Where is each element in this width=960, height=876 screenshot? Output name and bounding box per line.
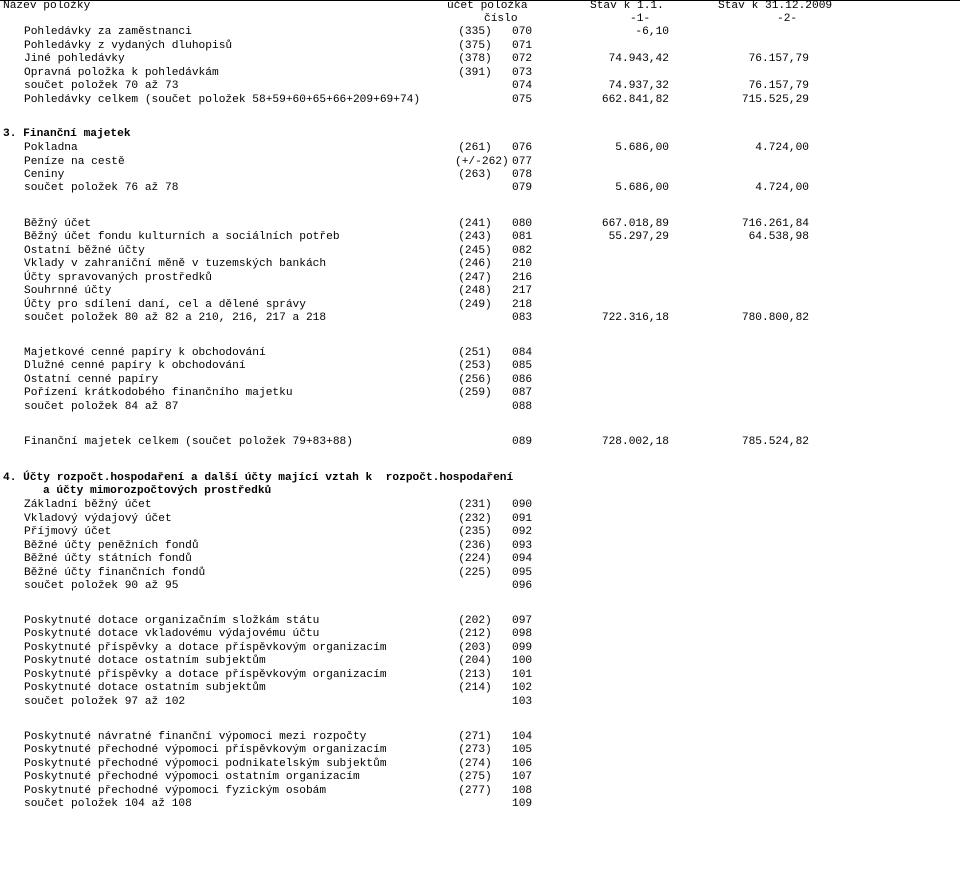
table-row <box>0 360 960 373</box>
row-number: 073 <box>512 67 533 79</box>
row-number: 087 <box>512 387 533 399</box>
table-row <box>0 628 960 641</box>
table-row <box>0 299 960 312</box>
row-number: 098 <box>512 628 533 640</box>
header-ucet: účet položka <box>447 0 528 12</box>
row-number: 072 <box>512 53 533 65</box>
header-stav2: Stav k 31.12.2009 <box>718 0 833 12</box>
row-account: (271) <box>458 731 492 743</box>
row-account: (275) <box>458 771 492 783</box>
row-label: součet položek 104 až 108 <box>24 798 192 810</box>
row-label: Vkladový výdajový účet <box>24 513 172 525</box>
row-number: 076 <box>512 142 533 154</box>
row-value-1: 662.841,82 <box>601 94 669 106</box>
row-account: (235) <box>458 526 492 538</box>
row-label: Příjmový účet <box>24 526 112 538</box>
table-row <box>0 615 960 628</box>
header-cislo: číslo <box>484 13 518 25</box>
table-row <box>0 758 960 771</box>
table-row <box>0 312 960 325</box>
column-header-2 <box>0 13 960 26</box>
table-row <box>0 258 960 271</box>
row-number: 079 <box>512 182 533 194</box>
row-label: součet položek 70 až 73 <box>24 80 179 92</box>
table-row <box>0 540 960 553</box>
row-number: 217 <box>512 285 533 297</box>
row-account: (277) <box>458 785 492 797</box>
row-account: (213) <box>458 669 492 681</box>
row-number: 086 <box>512 374 533 386</box>
row-number: 097 <box>512 615 533 627</box>
row-number: 100 <box>512 655 533 667</box>
table-row <box>0 499 960 512</box>
table-row <box>0 436 960 449</box>
row-label: Poskytnuté příspěvky a dotace příspěvkovým organizacím <box>24 642 387 654</box>
row-label: součet položek 97 až 102 <box>24 696 186 708</box>
table-row <box>0 374 960 387</box>
row-label: Poskytnuté návratné finanční výpomoci mezi rozpočty <box>24 731 367 743</box>
row-number: 074 <box>512 80 533 92</box>
row-value-2: 715.525,29 <box>741 94 809 106</box>
row-value-2: 785.524,82 <box>741 436 809 448</box>
row-value-1: 74.937,32 <box>608 80 669 92</box>
row-value-1: 728.002,18 <box>601 436 669 448</box>
row-account: (204) <box>458 655 492 667</box>
row-label: Poskytnuté přechodné výpomoci fyzickým osobám <box>24 785 327 797</box>
row-number: 102 <box>512 682 533 694</box>
row-number: 216 <box>512 272 533 284</box>
row-label: Poskytnuté přechodné výpomoci příspěvkovým organizacím <box>24 744 387 756</box>
table-row <box>0 513 960 526</box>
row-number: 210 <box>512 258 533 270</box>
section-heading-cont: a účty mimorozpočtových prostředků <box>43 485 272 497</box>
row-label: součet položek 80 až 82 a 210, 216, 217 a 218 <box>24 312 327 324</box>
row-label: Základní běžný účet <box>24 499 152 511</box>
table-row <box>0 218 960 231</box>
table-row <box>0 526 960 539</box>
row-value-1: 5.686,00 <box>615 142 669 154</box>
row-label: Ceniny <box>24 169 65 181</box>
table-row <box>0 231 960 244</box>
row-number: 078 <box>512 169 533 181</box>
row-label: Běžný účet fondu kulturních a sociálních potřeb <box>24 231 340 243</box>
row-account: (245) <box>458 245 492 257</box>
table-row <box>0 580 960 593</box>
row-number: 092 <box>512 526 533 538</box>
row-account: (224) <box>458 553 492 565</box>
row-label: Opravná položka k pohledávkám <box>24 67 219 79</box>
row-number: 107 <box>512 771 533 783</box>
section-title-3 <box>0 128 960 141</box>
row-number: 082 <box>512 245 533 257</box>
row-value-2: 76.157,79 <box>748 80 809 92</box>
row-label: součet položek 90 až 95 <box>24 580 179 592</box>
row-label: Peníze na cestě <box>24 156 125 168</box>
row-account: (263) <box>458 169 492 181</box>
section-heading: 4. Účty rozpočt.hospodaření a další účty mající vztah k rozpočt.hospodaření <box>3 472 514 484</box>
row-account: (248) <box>458 285 492 297</box>
row-label: Pořízení krátkodobého finančního majetku <box>24 387 293 399</box>
row-label: Poskytnuté dotace organizačním složkám státu <box>24 615 320 627</box>
table-row <box>0 245 960 258</box>
table-row <box>0 347 960 360</box>
table-row <box>0 553 960 566</box>
row-number: 095 <box>512 567 533 579</box>
row-label: Dlužné cenné papíry k obchodování <box>24 360 246 372</box>
row-number: 218 <box>512 299 533 311</box>
row-number: 090 <box>512 499 533 511</box>
row-account: (259) <box>458 387 492 399</box>
row-label: Vklady v zahraniční měně v tuzemských bankách <box>24 258 327 270</box>
row-account: (231) <box>458 499 492 511</box>
row-label: Finanční majetek celkem (součet položek 79+83+88) <box>24 436 353 448</box>
table-row <box>0 26 960 39</box>
row-value-2: 716.261,84 <box>741 218 809 230</box>
row-number: 088 <box>512 401 533 413</box>
table-row <box>0 182 960 195</box>
row-number: 081 <box>512 231 533 243</box>
row-label: Poskytnuté dotace ostatním subjektům <box>24 655 266 667</box>
row-number: 071 <box>512 40 533 52</box>
row-label: Běžné účty peněžních fondů <box>24 540 199 552</box>
row-number: 101 <box>512 669 533 681</box>
table-row <box>0 67 960 80</box>
row-account: (246) <box>458 258 492 270</box>
table-row <box>0 744 960 757</box>
row-value-1: 5.686,00 <box>615 182 669 194</box>
header-col2: -2- <box>777 13 798 25</box>
row-value-2: 4.724,00 <box>755 182 809 194</box>
row-account: (247) <box>458 272 492 284</box>
row-account: (+/-262) <box>455 156 509 168</box>
row-account: (391) <box>458 67 492 79</box>
row-label: Účty pro sdílení daní, cel a dělené správy <box>24 299 306 311</box>
table-row <box>0 169 960 182</box>
table-row <box>0 655 960 668</box>
table-row <box>0 771 960 784</box>
table-row <box>0 387 960 400</box>
header-name: Název položky <box>3 0 91 12</box>
row-account: (274) <box>458 758 492 770</box>
row-label: Majetkové cenné papíry k obchodování <box>24 347 266 359</box>
row-number: 075 <box>512 94 533 106</box>
row-label: Poskytnuté dotace ostatním subjektům <box>24 682 266 694</box>
row-account: (249) <box>458 299 492 311</box>
row-account: (236) <box>458 540 492 552</box>
table-row <box>0 142 960 155</box>
table-row <box>0 682 960 695</box>
row-account: (203) <box>458 642 492 654</box>
row-number: 083 <box>512 312 533 324</box>
row-number: 105 <box>512 744 533 756</box>
row-label: Poskytnuté dotace vkladovému výdajovému účtu <box>24 628 320 640</box>
row-account: (212) <box>458 628 492 640</box>
table-row <box>0 272 960 285</box>
row-value-1: 667.018,89 <box>601 218 669 230</box>
table-row <box>0 40 960 53</box>
row-value-2: 64.538,98 <box>748 231 809 243</box>
table-row <box>0 731 960 744</box>
row-number: 080 <box>512 218 533 230</box>
row-account: (253) <box>458 360 492 372</box>
row-account: (261) <box>458 142 492 154</box>
row-label: Poskytnuté přechodné výpomoci ostatním organizacím <box>24 771 360 783</box>
row-label: Běžný účet <box>24 218 92 230</box>
table-row <box>0 669 960 682</box>
row-number: 089 <box>512 436 533 448</box>
header-stav1: Stav k 1.1. <box>590 0 664 12</box>
column-header <box>0 0 960 13</box>
row-label: Pohledávky za zaměstnanci <box>24 26 192 38</box>
section-title-4-cont <box>0 485 960 498</box>
row-value-1: -6,10 <box>635 26 669 38</box>
row-account: (273) <box>458 744 492 756</box>
table-row <box>0 94 960 107</box>
row-label: Pokladna <box>24 142 78 154</box>
row-number: 106 <box>512 758 533 770</box>
row-number: 096 <box>512 580 533 592</box>
section-heading: 3. Finanční majetek <box>3 128 131 140</box>
row-account: (378) <box>458 53 492 65</box>
header-col1: -1- <box>630 13 651 25</box>
row-value-2: 780.800,82 <box>741 312 809 324</box>
row-label: Poskytnuté přechodné výpomoci podnikatelským subjektům <box>24 758 387 770</box>
row-number: 077 <box>512 156 533 168</box>
row-label: Běžné účty finančních fondů <box>24 567 206 579</box>
row-value-1: 722.316,18 <box>601 312 669 324</box>
table-row <box>0 401 960 414</box>
row-value-1: 74.943,42 <box>608 53 669 65</box>
table-row <box>0 285 960 298</box>
row-number: 091 <box>512 513 533 525</box>
row-number: 094 <box>512 553 533 565</box>
row-number: 070 <box>512 26 533 38</box>
table-row <box>0 53 960 66</box>
row-number: 103 <box>512 696 533 708</box>
row-account: (251) <box>458 347 492 359</box>
row-number: 085 <box>512 360 533 372</box>
table-row <box>0 156 960 169</box>
row-account: (225) <box>458 567 492 579</box>
section-title-4 <box>0 472 960 485</box>
table-row <box>0 696 960 709</box>
row-number: 109 <box>512 798 533 810</box>
row-label: Ostatní cenné papíry <box>24 374 159 386</box>
table-row <box>0 642 960 655</box>
row-label: Účty spravovaných prostředků <box>24 272 212 284</box>
row-label: Poskytnuté příspěvky a dotace příspěvkovým organizacím <box>24 669 387 681</box>
row-account: (243) <box>458 231 492 243</box>
row-value-1: 55.297,29 <box>608 231 669 243</box>
table-row <box>0 567 960 580</box>
row-number: 108 <box>512 785 533 797</box>
row-label: součet položek 84 až 87 <box>24 401 179 413</box>
row-number: 084 <box>512 347 533 359</box>
row-account: (256) <box>458 374 492 386</box>
row-label: součet položek 76 až 78 <box>24 182 179 194</box>
row-label: Ostatní běžné účty <box>24 245 145 257</box>
row-account: (241) <box>458 218 492 230</box>
table-row <box>0 785 960 798</box>
row-number: 093 <box>512 540 533 552</box>
row-number: 104 <box>512 731 533 743</box>
row-label: Pohledávky celkem (součet položek 58+59+60+65+66+209+69+74) <box>24 94 421 106</box>
row-number: 099 <box>512 642 533 654</box>
row-label: Jiné pohledávky <box>24 53 125 65</box>
row-label: Běžné účty státních fondů <box>24 553 192 565</box>
row-label: Souhrnné účty <box>24 285 112 297</box>
table-row <box>0 798 960 811</box>
row-account: (202) <box>458 615 492 627</box>
row-account: (214) <box>458 682 492 694</box>
table-row <box>0 80 960 93</box>
row-value-2: 76.157,79 <box>748 53 809 65</box>
row-label: Pohledávky z vydaných dluhopisů <box>24 40 233 52</box>
row-value-2: 4.724,00 <box>755 142 809 154</box>
row-account: (232) <box>458 513 492 525</box>
row-account: (335) <box>458 26 492 38</box>
row-account: (375) <box>458 40 492 52</box>
